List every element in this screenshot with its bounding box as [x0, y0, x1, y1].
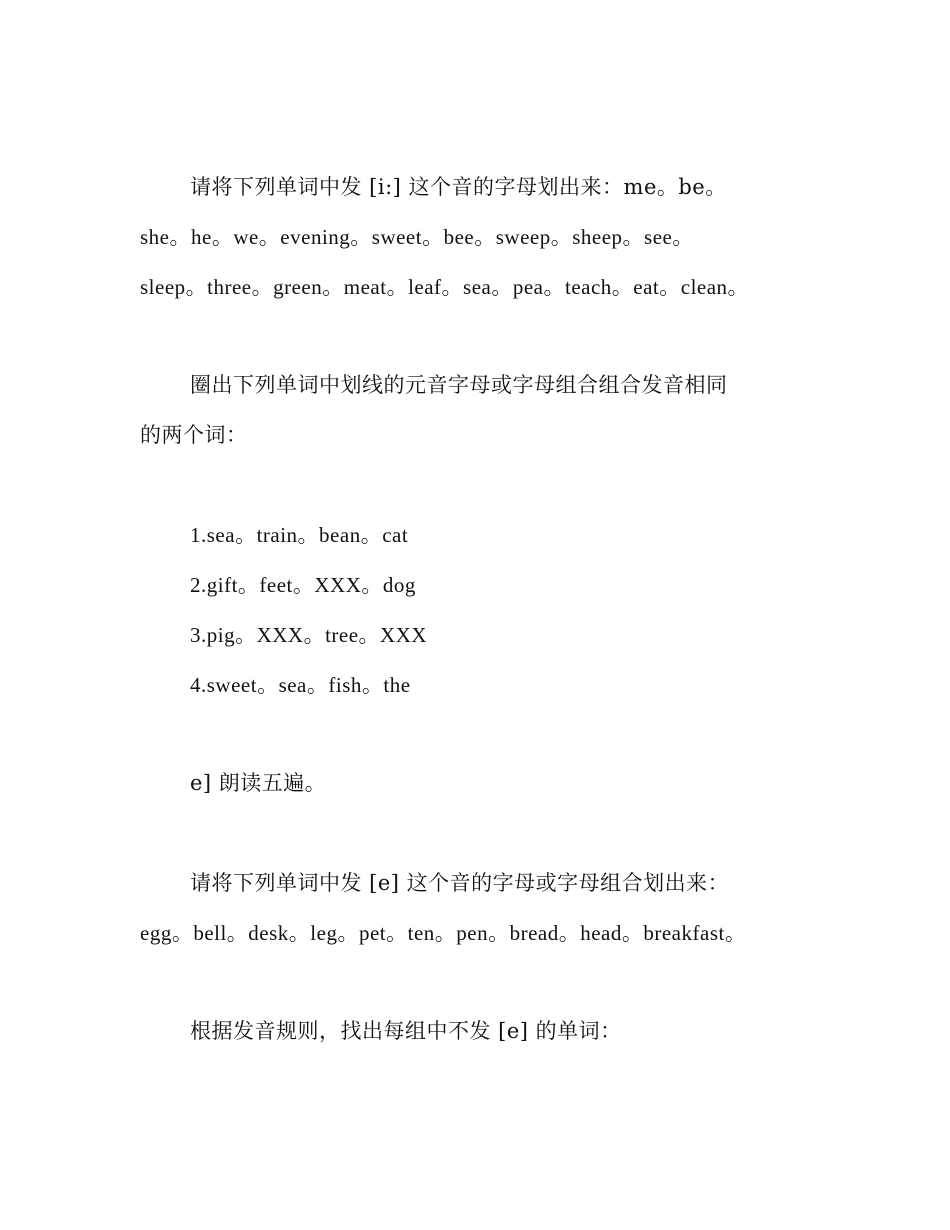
exercise-1-words-line-2: sleep。three。green。meat。leaf。sea。pea。teach。eat。clean。 [140, 275, 750, 299]
exercise-2-item-1: 1.sea。train。bean。cat [190, 523, 409, 547]
exercise-2-instruction: 圈出下列单词中划线的元音字母或字母组合组合发音相同 [190, 373, 728, 397]
exercise-1-words-line-1: she。he。we。evening。sweet。bee。sweep。sheep。see。 [140, 225, 694, 249]
exercise-5-instruction: 根据发音规则，找出每组中不发 [e] 的单词： [190, 1019, 622, 1043]
exercise-1-instruction: 请将下列单词中发 [i:] 这个音的字母划出来：me。be。 [190, 175, 727, 199]
exercise-4-instruction: 请将下列单词中发 [e] 这个音的字母或字母组合划出来： [190, 871, 730, 895]
exercise-2-item-4: 4.sweet。sea。fish。the [190, 673, 411, 697]
exercise-2-item-2: 2.gift。feet。XXX。dog [190, 573, 416, 597]
exercise-4-words: egg。bell。desk。leg。pet。ten。pen。bread。head。breakfast。 [140, 921, 747, 945]
exercise-3-instruction: e] 朗读五遍。 [190, 771, 327, 795]
exercise-2-item-3: 3.pig。XXX。tree。XXX [190, 623, 428, 647]
exercise-2-instruction-continued: 的两个词： [140, 423, 248, 447]
